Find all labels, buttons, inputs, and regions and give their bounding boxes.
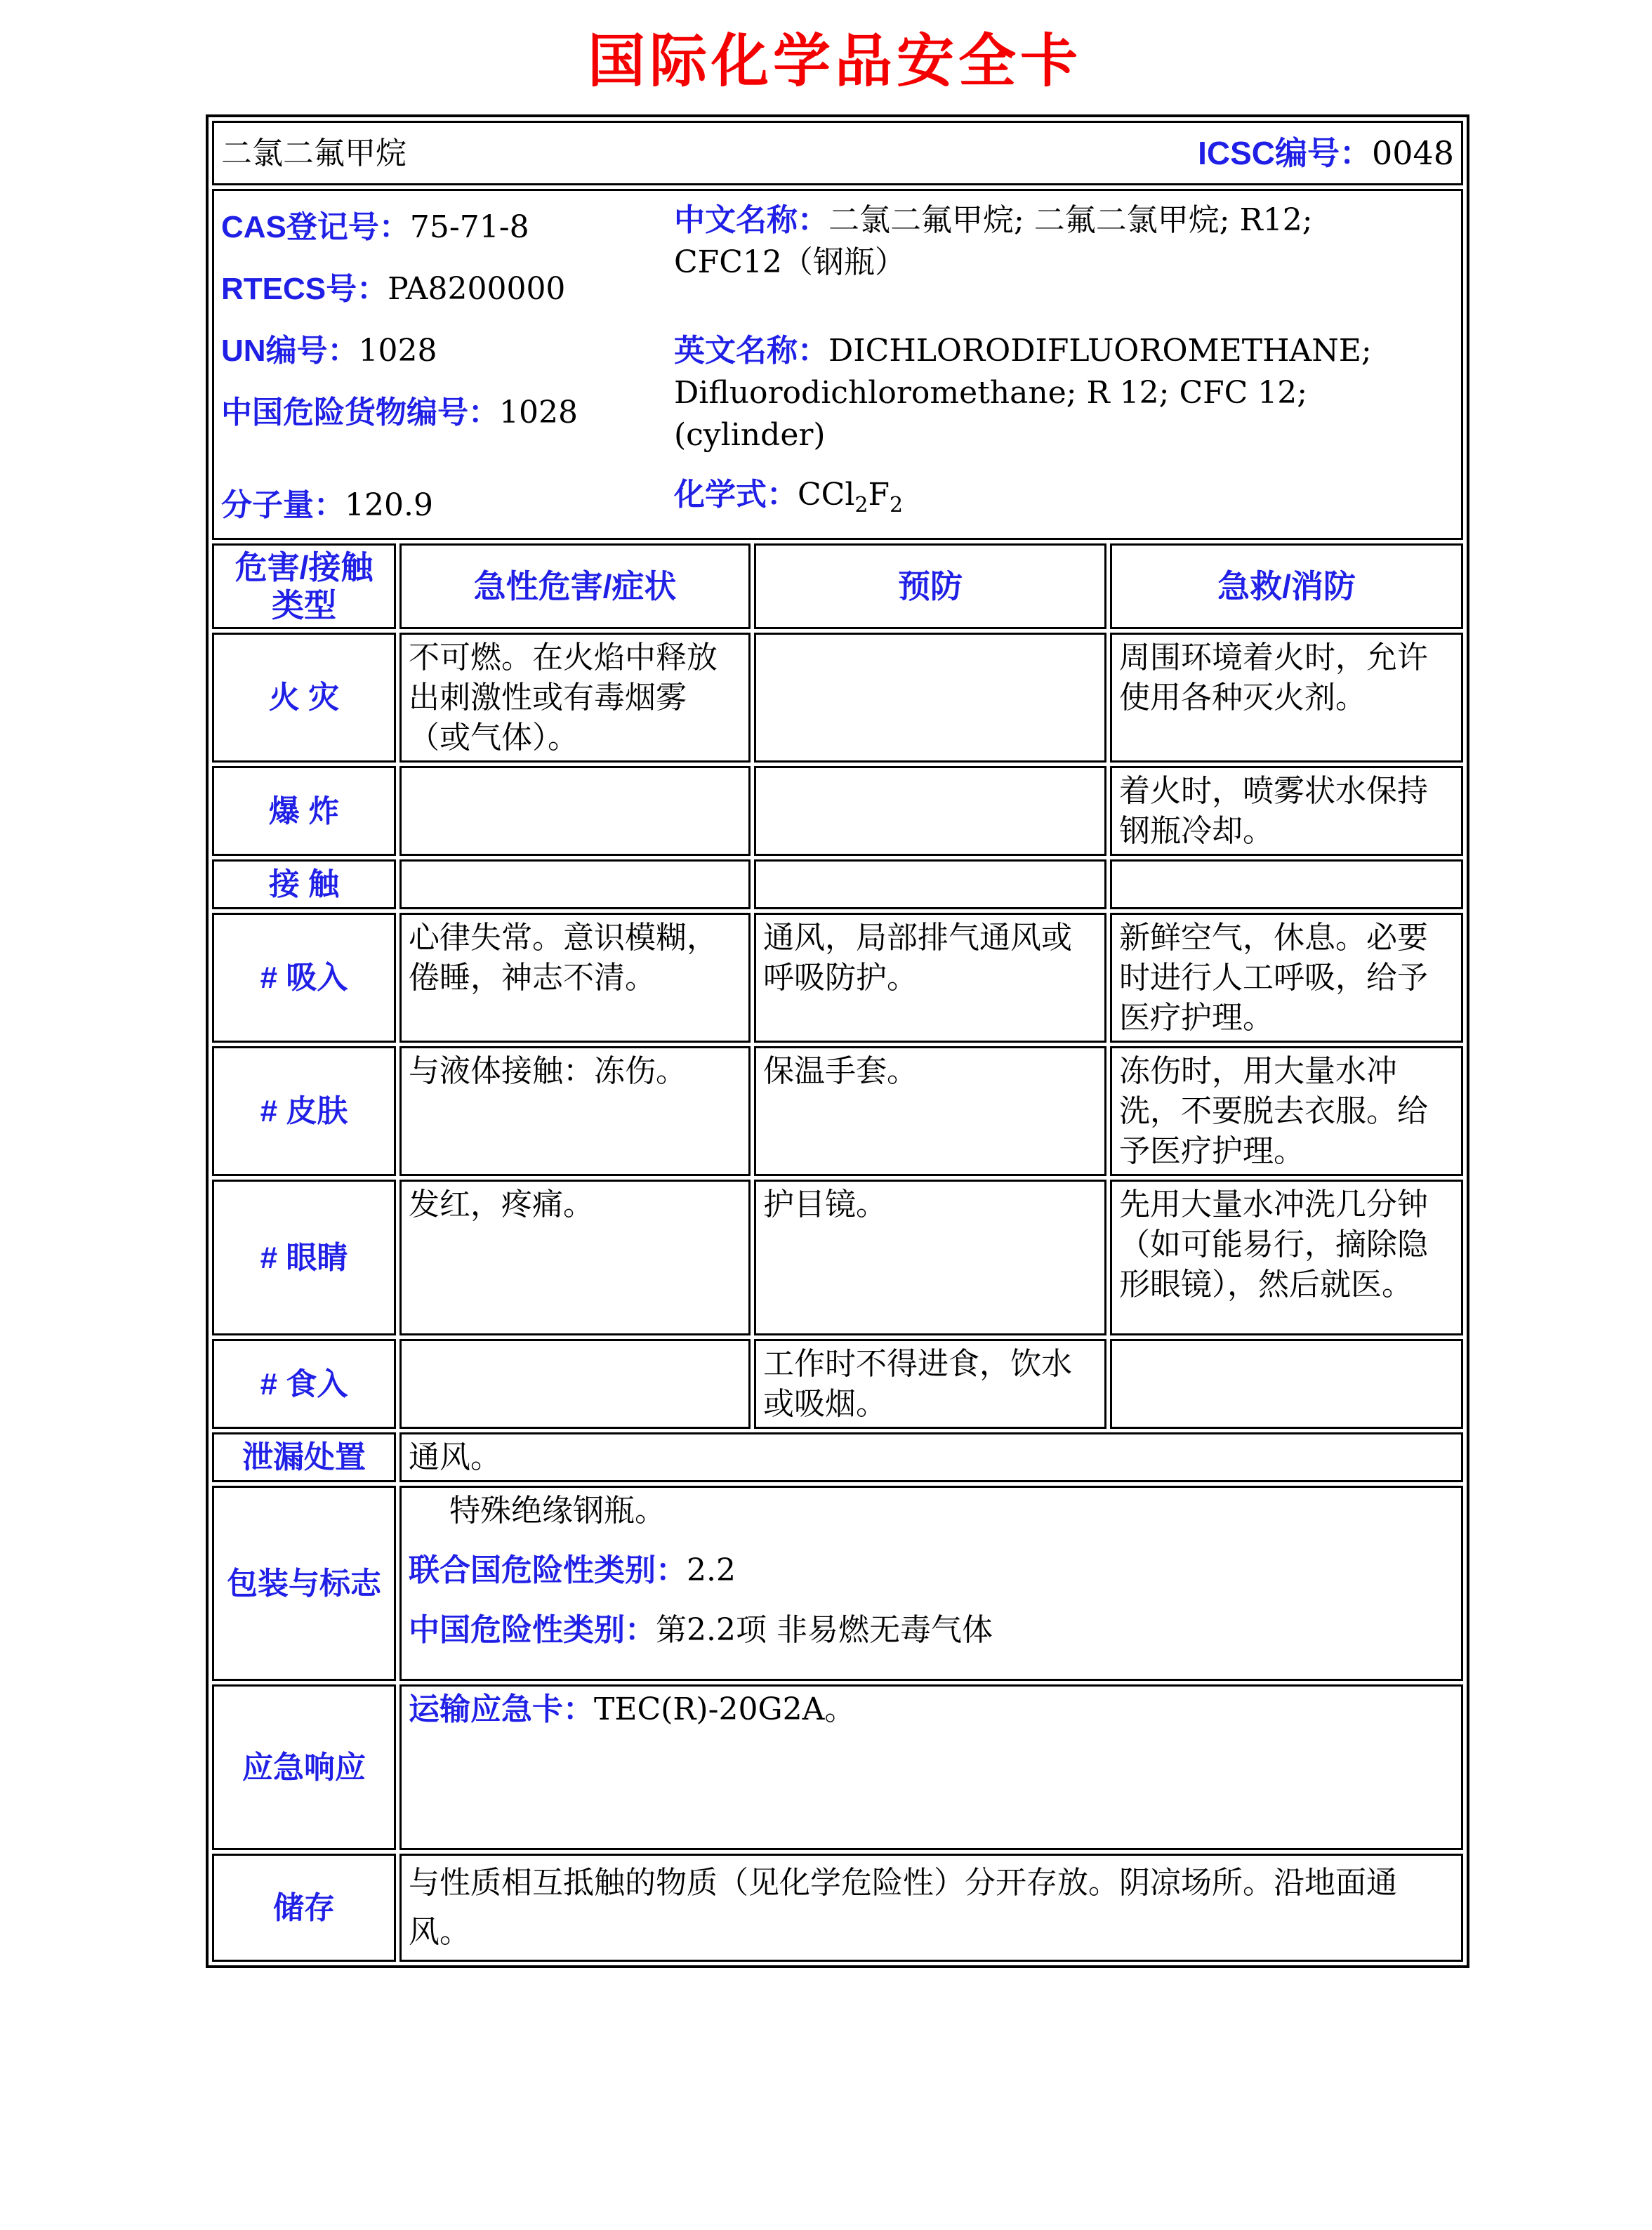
hazard-row-inhalation <box>212 913 1463 1043</box>
hazard-row-skin <box>212 1046 1463 1176</box>
chemical-formula-label: 化学式： <box>674 477 798 513</box>
symptoms-cell <box>399 1339 751 1429</box>
hazard-row-ingestion <box>212 1339 1463 1429</box>
spillage-text: 通风。 <box>399 1432 1463 1482</box>
identification-cell <box>212 189 1463 540</box>
prevention-cell: 通风，局部排气通风或呼吸防护。 <box>754 913 1106 1043</box>
spillage-row <box>212 1432 1463 1482</box>
hazard-type-label: # 食入 <box>212 1339 396 1429</box>
hazard-row-contact <box>212 859 1463 909</box>
page-title: 国际化学品安全卡 <box>587 29 1082 93</box>
hazard-row-explosion <box>212 766 1463 856</box>
emergency-row <box>212 1684 1463 1850</box>
firstaid-cell <box>1110 859 1463 909</box>
header-cell <box>212 121 1463 185</box>
chinese-name-label: 中文名称： <box>674 203 828 237</box>
hazard-type-label: # 皮肤 <box>212 1046 396 1176</box>
cas-value: 75-71-8 <box>409 209 529 245</box>
prevention-cell <box>754 633 1106 763</box>
un-hazard-class-value: 2.2 <box>687 1552 736 1588</box>
china-dg-value: 1028 <box>499 395 578 430</box>
storage-row <box>212 1854 1463 1962</box>
china-dg-label: 中国危险货物编号： <box>221 395 499 430</box>
symptoms-cell: 与液体接触：冻伤。 <box>399 1046 751 1176</box>
packaging-label: 包装与标志 <box>212 1486 396 1681</box>
symptoms-cell: 心律失常。意识模糊，倦睡，神志不清。 <box>399 913 751 1043</box>
transport-card-value: TEC(R)-20G2A。 <box>594 1691 856 1727</box>
spillage-label: 泄漏处置 <box>212 1432 396 1482</box>
prevention-cell <box>754 766 1106 856</box>
icsc-card-table <box>206 114 1469 1968</box>
packaging-row <box>212 1486 1463 1681</box>
storage-label: 储存 <box>212 1854 396 1962</box>
firstaid-cell: 着火时，喷雾状水保持钢瓶冷却。 <box>1110 766 1463 856</box>
icsc-number-label: ICSC编号： <box>1198 134 1372 171</box>
symptoms-cell <box>399 859 751 909</box>
firstaid-cell: 新鲜空气，休息。必要时进行人工呼吸，给予医疗护理。 <box>1110 913 1463 1043</box>
hazard-type-label: # 吸入 <box>212 913 396 1043</box>
symptoms-cell: 不可燃。在火焰中释放出刺激性或有毒烟雾（或气体）。 <box>399 633 751 763</box>
substance-names <box>674 194 1454 475</box>
hazard-header-firstaid: 急救/消防 <box>1110 543 1463 629</box>
symptoms-cell <box>399 766 751 856</box>
icsc-number-value: 0048 <box>1371 133 1455 172</box>
hazard-header-prevention: 预防 <box>754 543 1106 629</box>
english-name-label: 英文名称： <box>674 334 828 368</box>
english-name: 英文名称：DICHLORODIFLUOROMETHANE; Difluorodichloromethane; R 12; CFC 12; (cylinder) <box>674 333 1372 453</box>
chinese-name: 中文名称：二氯二氟甲烷; 二氟二氯甲烷; R12; CFC12（钢瓶） <box>674 202 1313 280</box>
molecular-weight <box>221 485 674 535</box>
prevention-cell: 护目镜。 <box>754 1180 1106 1335</box>
packaging-line1: 特殊绝缘钢瓶。 <box>449 1493 666 1529</box>
un-value: 1028 <box>358 333 437 369</box>
rtecs-label: RTECS号： <box>221 272 388 306</box>
firstaid-cell: 冻伤时，用大量水冲洗，不要脱去衣服。给予医疗护理。 <box>1110 1046 1463 1176</box>
header-row <box>212 121 1463 185</box>
hazard-row-eyes <box>212 1180 1463 1335</box>
firstaid-cell: 周围环境着火时，允许使用各种灭火剂。 <box>1110 633 1463 763</box>
hazard-type-label: 接 触 <box>212 859 396 909</box>
un-hazard-class-label: 联合国危险性类别： <box>409 1553 687 1588</box>
rtecs-value: PA8200000 <box>388 271 566 307</box>
hazard-row-fire <box>212 633 1463 763</box>
prevention-cell <box>754 859 1106 909</box>
hazard-header-row <box>212 543 1463 629</box>
firstaid-cell: 先用大量水冲洗几分钟（如可能易行，摘除隐形眼镜），然后就医。 <box>1110 1180 1463 1335</box>
cas-label: CAS登记号： <box>221 210 410 244</box>
identification-row <box>212 189 1463 540</box>
storage-text: 与性质相互抵触的物质（见化学危险性）分开存放。阴凉场所。沿地面通风。 <box>399 1854 1463 1962</box>
hazard-header-symptoms: 急性危害/症状 <box>399 543 751 629</box>
icsc-number <box>1198 133 1454 173</box>
china-hazard-class <box>409 1610 1454 1650</box>
china-hazard-class-label: 中国危险性类别： <box>409 1613 656 1647</box>
emergency-label: 应急响应 <box>212 1684 396 1850</box>
emergency-content <box>399 1684 1463 1850</box>
hazard-type-label: # 眼睛 <box>212 1180 396 1335</box>
chemical-name: 二氯二氟甲烷 <box>221 135 407 171</box>
transport-card-label: 运输应急卡： <box>409 1692 594 1727</box>
hazard-type-label: 爆 炸 <box>212 766 396 856</box>
packaging-content <box>399 1486 1463 1681</box>
registry-numbers <box>221 194 674 475</box>
symptoms-cell: 发红，疼痛。 <box>399 1180 751 1335</box>
china-hazard-class-value: 第2.2项 非易燃无毒气体 <box>656 1612 993 1648</box>
prevention-cell: 工作时不得进食，饮水或吸烟。 <box>754 1339 1106 1429</box>
prevention-cell: 保温手套。 <box>754 1046 1106 1176</box>
un-label: UN编号： <box>221 334 359 368</box>
hazard-header-type: 危害/接触 类型 <box>212 543 396 629</box>
firstaid-cell <box>1110 1339 1463 1429</box>
chemical-formula: 化学式：$CCl_2F_2$ <box>674 477 904 517</box>
un-hazard-class <box>409 1550 1454 1590</box>
hazard-type-label: 火 灾 <box>212 633 396 763</box>
molecular-weight-value: 120.9 <box>345 487 433 523</box>
molecular-weight-label: 分子量： <box>221 488 345 522</box>
